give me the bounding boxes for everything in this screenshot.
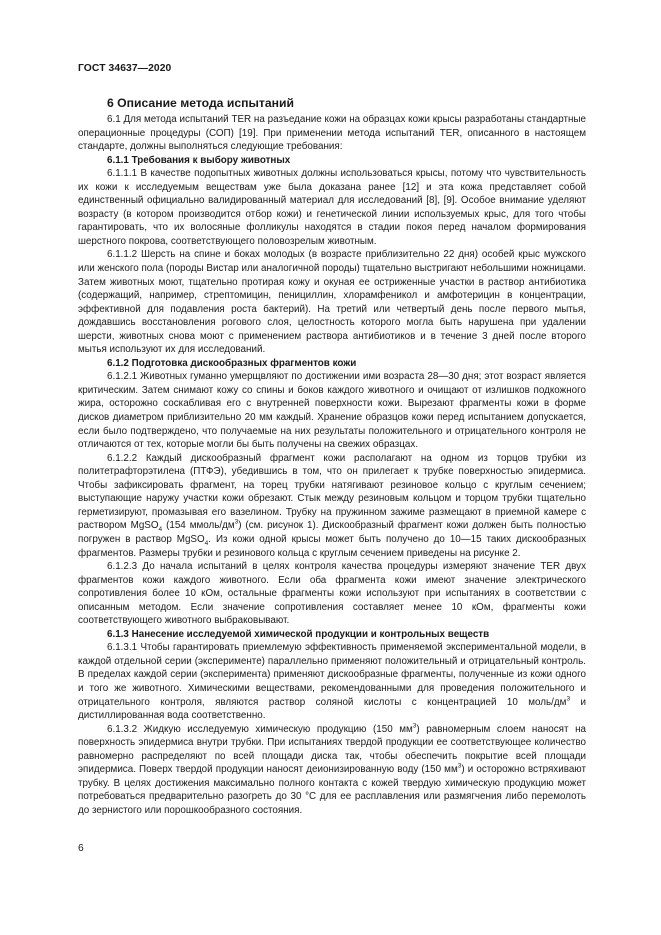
superscript-3: 3	[412, 722, 417, 730]
text-run: 6.1.3.1 Чтобы гарантировать приемлемую эффективность применяемой экспериментальной модели, в каждой отдельной серии (эксперименте) параллельно применяют положительный и отрицательный контроль. В пределах каждой серии (эксперимента) применяют дискообразные фрагменты, полученные из кожи одного и того же животного. Химическими веществами, рекомендованными для проведения положительного и отрицательного контроля, являются раствор соляной кислоты с концентрацией 10 моль/дм	[78, 642, 586, 708]
subscript-4: 4	[204, 539, 209, 547]
paragraph-6-1-3-1	[78, 641, 586, 722]
paragraph-6-1-2-1: 6.1.2.1 Животных гуманно умерщвляют по достижении ими возраста 28—30 дня; этот возраст является критическим. Затем снимают кожу со спины и боков каждого животного и очищают от излишков подкожного жира, осторожно соскабливая его с внутренней поверхности кожи. Вырезают фрагменты кожи в форме дисков диаметром приблизительно 20 мм каждый. Хранение образцов кожи перед испытанием допускается, если было подтверждено, что получаемые на них результаты положительного и отрицательного контроля не отличаются от тех, которые могли бы быть получены на свежих образцах.	[78, 371, 586, 451]
paragraph-6-1-1-1: 6.1.1.1 В качестве подопытных животных должны использоваться крысы, потому что чувствительность их кожи к исследуемым веществам уже была доказана ранее [12] и эта кожа представляет собой единственный официально валидированный материал для исследований [8], [9]. Особое внимание уделяют возрасту (в котором производится отбор кожи) и генетической линии используемых крыс, для того чтобы гарантировать, что их волосяные фолликулы находятся в стадии покоя перед началом формирования шерстного покрова, соответствующего половозрелым животным.	[78, 168, 586, 247]
document-header: ГОСТ 34637—2020	[78, 63, 172, 74]
page-number: 6	[78, 843, 84, 854]
paragraph-6-1-3-2	[78, 723, 586, 818]
superscript-3: 3	[566, 695, 571, 703]
paragraph-6-1-2-3: 6.1.2.3 До начала испытаний в целях контроля качества процедуры измеряют значение TER двух фрагментов кожи каждого животного. Если оба фрагмента кожи имеют значение электрического сопротивления более 10 кОм, остальные фрагменты кожи используют при испытаниях в соответствии с описанным методом. Если значение сопротивления составляет менее 10 кОм, фрагменты кожи соответствующего животного выбраковывают.	[78, 561, 586, 627]
paragraph-6-1: 6.1 Для метода испытаний TER на разъедание кожи на образцах кожи крысы разработаны стандартные операционные процедуры (СОП) [19]. При применении метода испытаний TER, описанного в настоящем стандарте, должны выполняться следующие требования:	[78, 114, 586, 153]
subheading-6-1-1: 6.1.1 Требования к выбору животных	[107, 154, 291, 166]
body-text	[78, 113, 586, 817]
subheading-6-1-3: 6.1.3 Нанесение исследуемой химической продукции и контрольных веществ	[107, 628, 490, 640]
text-run: . Из кожи одной крысы может быть получено до 10—15 таких дискообразных фрагментов. Размеры трубки и резинового кольца с круглым сечением приведены на рисунке 2.	[78, 533, 586, 559]
text-run: ) (см. рисунок 1). Дискообразный фрагмент кожи должен быть полностью погружен в раствор MgSO	[78, 520, 586, 545]
text-run: ) равномерным слоем наносят на поверхность эпидермиса внутри трубки. При испытаниях твердой продукции ее соответствующее количество равномерно распределяют по всей площади диска так, чтобы обеспечить покрытие всей площади эпидермиса. Поверх твердой продукции наносят деионизированную воду (150 мм	[78, 723, 586, 776]
text-run: и дистиллированная вода соответственно.	[78, 696, 587, 722]
superscript-3: 3	[457, 762, 462, 770]
subheading-6-1-2: 6.1.2 Подготовка дискообразных фрагментов кожи	[107, 357, 357, 369]
text-run: 6.1.2.2 Каждый дискообразный фрагмент кожи располагают на одном из торцов трубки из политетрафторэтилена (ПТФЭ), убедившись в том, что он прилегает к трубке поверхностью эпидермиса. Чтобы зафиксировать фрагмент, на торец трубки натягивают резиновое кольцо с круглым сечением; выступающие наружу участки кожи обрезают. Стык между резиновым кольцом и торцом трубки тщательно герметизируют, промазывая его вазелином. Трубку на пружинном зажиме размещают в приемной камере с раствором MgSO	[78, 452, 586, 532]
paragraph-6-1-2-2	[78, 452, 586, 560]
subscript-4: 4	[158, 526, 163, 534]
text-run: 6.1.3.2 Жидкую исследуемую химическую продукцию (150 мм	[107, 723, 413, 735]
text-run: (154 ммоль/дм	[162, 520, 235, 532]
paragraph-6-1-1-2: 6.1.1.2 Шерсть на спине и боках молодых (в возрасте приблизительно 22 дня) особей крыс мужского или женского пола (породы Вистар или аналогичной породы) тщательно выстригают небольшими ножницами. Затем животных моют, тщательно протирая кожу и окуная ее остриженные участки в раствор антибиотика (содержащий, например, стрептомицин, пенициллин, хлорамфеникол и амфотерицин в концентрации, эффективной для подавления роста бактерий). На третий или четвертый день после первого мытья, дождавшись восстановления рогового слоя, целостность которого могла быть нарушена при удалении шерсти, животных снова моют с применением раствора антибиотиков и в течение 3 дней после второго мытья используют их для исследований.	[78, 249, 586, 356]
superscript-3: 3	[234, 519, 239, 527]
text-run: ) и осторожно встряхивают трубку. В целях достижения максимально полного контакта с кожей твердую химическую продукцию может потребоваться предварительно разогреть до 30 °С для ее расплавления или размягчения либо перемолоть до зернистого или порошкообразного состояния.	[78, 764, 586, 816]
section-title: 6 Описание метода испытаний	[107, 96, 294, 110]
